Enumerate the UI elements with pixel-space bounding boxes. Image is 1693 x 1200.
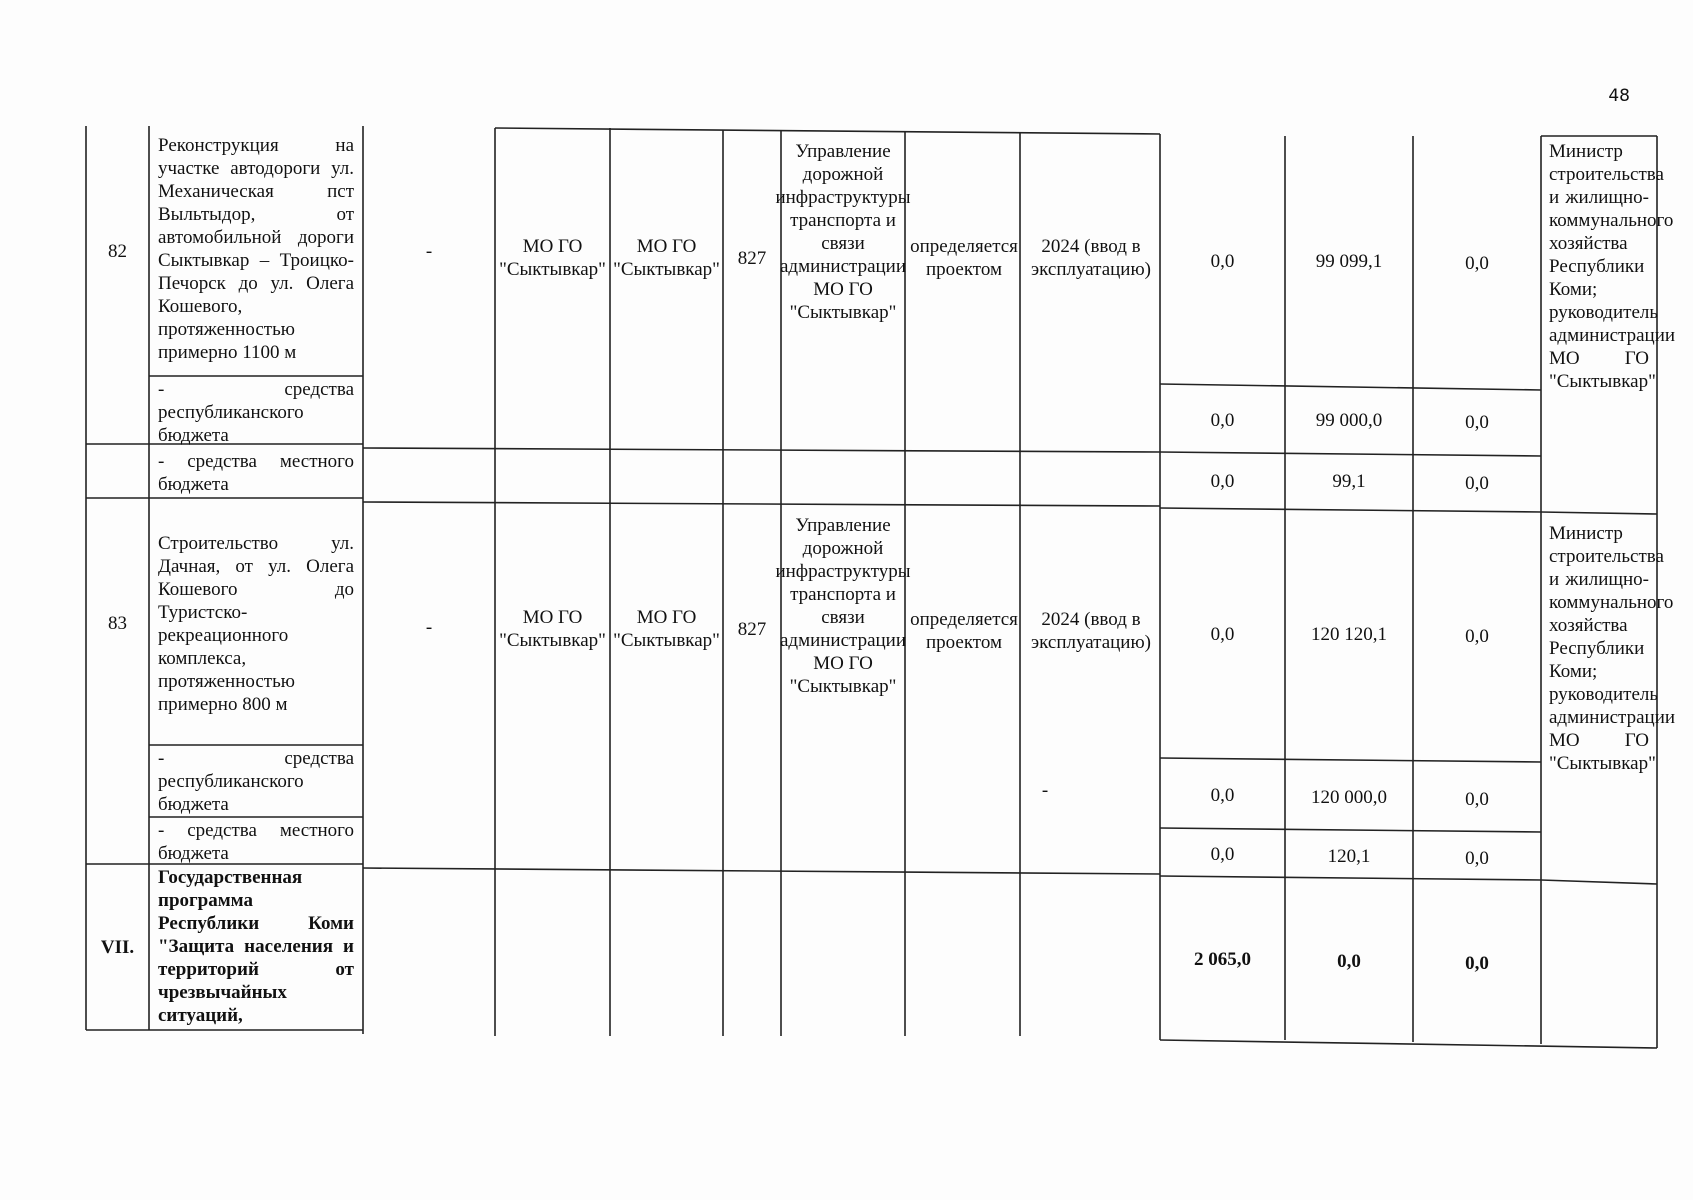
row-82-code: 827 [737,247,767,269]
row-83-number: 83 [108,612,127,634]
row-83-sub-republic-label: - средства республиканского бюджета [158,748,354,815]
row-83-responsible: Министр строительства и жилищно-коммунального хозяйства Республики Коми; руководитель администрации МО ГО "Сыктывкар" [1549,523,1676,774]
row-83-sub-local-value-2: 120,1 [1327,845,1371,867]
row-82-sub-republic-value-1: 0,0 [1210,409,1235,431]
row-83-capacity: определяется проектом [910,609,1018,653]
row-82-executor: Управление дорожной инфраструктуры транспорта и связи администрации МО ГО "Сыктывкар" [775,141,911,323]
row-83-sub-republic-value-3: 0,0 [1465,788,1489,810]
row-82-responsible: Министр строительства и жилищно-коммунального хозяйства Республики Коми; руководитель администрации МО ГО "Сыктывкар" [1549,141,1676,392]
row-82-value-1: 0,0 [1210,250,1235,272]
row-vii-value-3: 0,0 [1465,952,1489,974]
row-82-sub-local-label: - средства местного бюджета [158,451,354,495]
row-83-customer: МО ГО "Сыктывкар" [499,607,606,651]
row-83-dash: - [425,616,433,638]
row-82-value-2: 99 099,1 [1315,250,1383,272]
row-83-code: 827 [737,618,767,640]
row-vii-value-1: 2 065,0 [1194,948,1251,970]
row-82-sub-republic-label: - средства республиканского бюджета [158,379,354,446]
row-83-value-3: 0,0 [1465,625,1489,647]
row-82-capacity: определяется проектом [910,236,1018,280]
row-vii-value-2: 0,0 [1337,950,1361,972]
row-82-customer: МО ГО "Сыктывкар" [499,236,606,280]
row-83-name: Строительство ул. Дачная, от ул. Олега Кошевого до Туристско-рекреационного комплекса, протяженностью примерно 800 м [158,533,354,715]
row-83-owner: МО ГО "Сыктывкар" [613,607,720,651]
page-number: 48 [1608,86,1630,106]
row-vii-name: Государственная программа Республики Коми "Защита населения и территорий от чрезвычайных ситуаций, [158,867,354,1026]
row-82-value-3: 0,0 [1465,252,1489,274]
row-82-name: Реконструкция на участке автодороги ул. Механическая пст Выльтыдор, от автомобильной дороги Сыктывкар – Троицко-Печорск до ул. Олега Кошевого, протяженностью примерно 1100 м [158,135,354,363]
row-82-sub-republic-value-2: 99 000,0 [1315,409,1383,431]
row-83-mark: - [1041,779,1049,801]
row-83-sub-local-value-1: 0,0 [1210,843,1235,865]
row-83-sub-republic-value-2: 120 000,0 [1311,786,1387,808]
row-82-dash: - [425,240,433,262]
row-82-sub-local-value-3: 0,0 [1465,472,1489,494]
row-83-term: 2024 (ввод в эксплуатацию) [1030,609,1151,653]
row-83-sub-local-label: - средства местного бюджета [158,820,354,864]
row-83-sub-republic-value-1: 0,0 [1210,784,1235,806]
row-83-sub-local-value-3: 0,0 [1465,847,1489,869]
row-82-sub-republic-value-3: 0,0 [1465,411,1489,433]
row-82-sub-local-value-1: 0,0 [1210,470,1235,492]
row-vii-number: VII. [100,936,135,958]
row-83-value-2: 120 120,1 [1311,623,1387,645]
row-82-number: 82 [108,240,127,262]
row-82-term: 2024 (ввод в эксплуатацию) [1030,236,1151,280]
row-82-owner: МО ГО "Сыктывкар" [613,236,720,280]
row-83-executor: Управление дорожной инфраструктуры транспорта и связи администрации МО ГО "Сыктывкар" [775,515,911,697]
row-83-value-1: 0,0 [1210,623,1235,645]
row-82-sub-local-value-2: 99,1 [1332,470,1366,492]
